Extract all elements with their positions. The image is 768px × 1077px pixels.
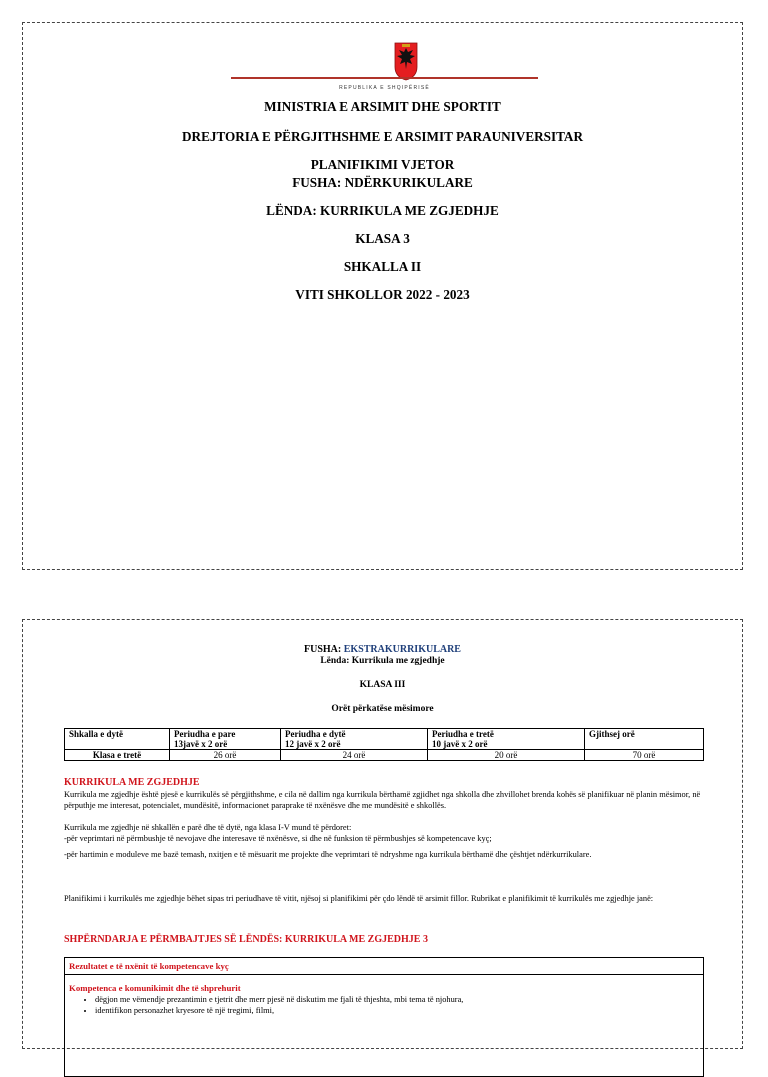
field-label: FUSHA: — [304, 644, 342, 655]
level-title: SHKALLA II — [343, 259, 422, 274]
paragraph-activities: -për veprimtari në përmbushje të nevojave dhe interesave të nxënësve, si dhe në funksion të përmbushjes së kompetencave kyç; — [64, 834, 492, 843]
list-item: • dëgjon me vëmendje prezantimin e tjetrit dhe merr pjesë në diskutim me fjali të thjeshta, mbi tema të njohura, — [95, 994, 463, 1005]
hours-table — [64, 728, 704, 761]
hours-title: Orët përkatëse mësimore — [331, 704, 434, 714]
year-title: VITI SHKOLLOR 2022 - 2023 — [295, 287, 470, 302]
table-cell: 70 orë — [585, 750, 704, 761]
subject-line: Lënda: Kurrikula me zgjedhje — [320, 656, 445, 666]
directorate-title: DREJTORIA E PËRGJITHSHME E ARSIMIT PARAUNIVERSITAR — [182, 129, 583, 144]
competence-bullets — [69, 994, 463, 1016]
table-cell: 24 orë — [281, 750, 428, 761]
distribution-heading: SHPËRNDARJA E PËRMBAJTJES SË LËNDËS: KURRIKULA ME ZGJEDHJE 3 — [64, 934, 428, 945]
competences-box — [64, 957, 704, 1077]
table-header-row — [65, 729, 704, 750]
plan-title: PLANIFIKIMI VJETOR — [310, 157, 455, 172]
field-line — [23, 644, 742, 655]
republic-caption: REPUBLIKA E SHQIPËRISË — [339, 85, 430, 91]
table-cell: Klasa e tretë — [65, 750, 170, 761]
table-header-cell: Gjithsej orë — [585, 729, 704, 750]
ministry-title: MINISTRIA E ARSIMIT DHE SPORTIT — [264, 99, 501, 114]
table-header-cell: Periudha e tretë 10 javë x 2 orë — [428, 729, 585, 750]
header-rule — [231, 77, 538, 79]
content-page — [22, 619, 743, 1049]
cover-page — [22, 22, 743, 570]
table-cell: 26 orë — [170, 750, 281, 761]
class-line: KLASA III — [359, 680, 406, 690]
communication-competence-label: Kompetenca e komunikimit dhe të shprehurit — [69, 983, 241, 993]
table-header-cell: Periudha e dytë 12 javë x 2 orë — [281, 729, 428, 750]
subject-title: LËNDA: KURRIKULA ME ZGJEDHJE — [266, 203, 499, 218]
box-divider — [65, 974, 703, 975]
table-cell: 20 orë — [428, 750, 585, 761]
table-header-cell: Periudha e pare 13javë x 2 orë — [170, 729, 281, 750]
table-row — [65, 750, 704, 761]
curriculum-heading: KURRIKULA ME ZGJEDHJE — [64, 777, 200, 788]
paragraph-planning: Planifikimi i kurrikulës me zgjedhje bëhet sipas tri periudhave të vitit, njësoj si planifikimi për çdo lëndë të arsimit fillor. Rubrikat e planifikimit të kurrikulës me zgjedhje janë: — [64, 894, 654, 903]
paragraph-usage: Kurrikula me zgjedhje në shkallën e parë dhe të dytë, nga klasa I-V mund të përdoret: — [64, 823, 352, 832]
field-value: EKSTRAKURRIKULARE — [343, 644, 461, 655]
paragraph-modules: -për hartimin e moduleve me bazë temash, nxitjen e të mësuarit me projekte dhe veprimtari të ndryshme nga kurrikula bërthamë dhe çështjet ndërkurrikulare. — [64, 850, 592, 859]
class-title: KLASA 3 — [355, 231, 410, 246]
paragraph-intro: Kurrikula me zgjedhje është pjesë e kurrikulës së përgjithshme, e cila në dallim nga kurrikula bërthamë zgjidhet nga shkolla dhe zhvillohet brenda kohës së planifikuar në planin mësimor, në përputhje me interesat, potencialet, mundësitë, informacionet paraprake të nxënësve dhe me mundësitë e shkollës. — [64, 790, 701, 810]
results-label: Rezultatet e të nxënit të kompetencave kyç — [69, 961, 229, 971]
list-item: • identifikon personazhet kryesore të një tregimi, filmi, — [95, 1005, 463, 1016]
field-title: FUSHA: NDËRKURIKULARE — [292, 175, 473, 190]
albanian-emblem-icon — [393, 41, 419, 81]
table-header-cell: Shkalla e dytë — [65, 729, 170, 750]
